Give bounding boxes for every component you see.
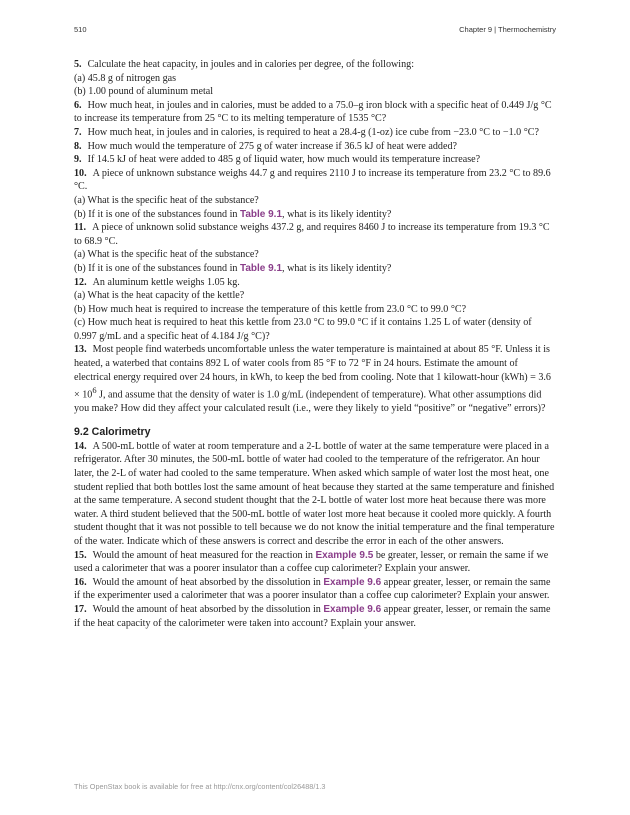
question-text: A piece of unknown solid substance weighs 437.2 g, and requires 8460 J to increase its temperature from 19.3 °C to 68.9 °C. xyxy=(74,222,550,247)
part-text: , what is its likely identity? xyxy=(282,262,392,274)
question-text: Would the amount of heat absorbed by the dissolution in xyxy=(92,603,324,615)
question-11-part-a: (a) What is the specific heat of the substance? xyxy=(74,249,259,261)
question-text: appear greater, lesser, or remain the same if the heat capacity of the calorimeter were taken into account? Explain your answer. xyxy=(74,603,551,629)
question-11-part-b xyxy=(74,262,556,276)
question-number: 5. xyxy=(74,59,82,70)
question-15 xyxy=(74,549,556,576)
question-10-part-b xyxy=(74,208,556,222)
question-text: appear greater, lesser, or remain the same if the experimenter used a calorimeter that was a poorer insulator than a coffee cup calorimeter? Explain your answer. xyxy=(74,576,551,602)
page-number: 510 xyxy=(74,25,87,34)
question-5 xyxy=(74,58,556,72)
question-number: 17. xyxy=(74,603,87,615)
part-text: (b) If it is one of the substances found in xyxy=(74,208,240,220)
question-number: 8. xyxy=(74,140,82,152)
table-9-1-link[interactable]: Table 9.1 xyxy=(239,262,283,274)
question-number: 13. xyxy=(74,344,87,356)
question-7 xyxy=(74,126,556,140)
question-12 xyxy=(74,276,556,290)
question-text: J, and assume that the density of water is 1.0 g/mL (independent of temperature). What other assumptions did you make? How did they affect your calculated result (i.e., were they likely to yield “positive” or “negative” errors)? xyxy=(74,389,546,415)
question-17 xyxy=(74,603,556,630)
question-number: 14. xyxy=(74,440,87,452)
question-text: Most people find waterbeds uncomfortable unless the water temperature is maintained at about 85 °F. Unless it is heated, a waterbed that contains 892 L of water cools from 85 °F to 72 °F in 24 hours. Estimate the amount of electrical energy required over 24 hours, in kWh, to keep the bed from cooling. Note that 1 kilowatt-hour (kWh) = 3.6 × 10 xyxy=(74,344,551,401)
question-6 xyxy=(74,99,556,126)
question-12-part-b: (b) How much heat is required to increase the temperature of this kettle from 23.0 °C to 99.0 °C? xyxy=(74,303,467,315)
question-10 xyxy=(74,167,556,194)
exercise-list xyxy=(74,58,556,630)
question-number: 6. xyxy=(74,99,82,111)
question-text: be greater, lesser, or remain the same if we used a calorimeter that was a poorer insulator than a coffee cup calorimeter? Explain your answer. xyxy=(74,549,549,575)
question-text: How much heat, in joules and in calories, is required to heat a 28.4-g (1-oz) ice cube from −23.0 °C to −1.0 °C? xyxy=(87,126,539,138)
question-number: 9. xyxy=(74,154,82,166)
question-8 xyxy=(74,140,556,154)
question-12-part-a: (a) What is the heat capacity of the kettle? xyxy=(74,290,245,302)
question-9 xyxy=(74,153,556,167)
example-9-5-link[interactable]: Example 9.5 xyxy=(315,549,374,561)
exponent: 6 xyxy=(92,386,97,396)
question-number: 11. xyxy=(74,222,87,234)
table-9-1-link[interactable]: Table 9.1 xyxy=(239,208,283,220)
question-16 xyxy=(74,576,556,603)
question-5-part-a: (a) 45.8 g of nitrogen gas xyxy=(74,72,177,84)
question-text: Would the amount of heat measured for the reaction in xyxy=(92,549,316,561)
question-text: An aluminum kettle weighs 1.05 kg. xyxy=(92,276,240,288)
question-text: How much would the temperature of 275 g of water increase if 36.5 kJ of heat were added? xyxy=(87,140,457,152)
question-number: 10. xyxy=(74,167,87,179)
question-number: 7. xyxy=(74,126,82,138)
question-text: Calculate the heat capacity, in joules and in calories per degree, of the following: xyxy=(87,59,415,70)
question-11 xyxy=(74,221,556,248)
part-text: , what is its likely identity? xyxy=(282,208,392,220)
part-text: (b) If it is one of the substances found in xyxy=(74,262,240,274)
question-number: 15. xyxy=(74,549,87,561)
question-14 xyxy=(74,440,556,549)
question-number: 12. xyxy=(74,276,87,288)
example-9-6-link[interactable]: Example 9.6 xyxy=(323,603,382,615)
question-12-part-c: (c) How much heat is required to heat this kettle from 23.0 °C to 99.0 °C if it contains 1.25 L of water (density of 0.997 g/mL and a specific heat of 4.184 J/g °C)? xyxy=(74,317,532,342)
chapter-title: Chapter 9 | Thermochemistry xyxy=(459,25,556,34)
question-10-part-a: (a) What is the specific heat of the substance? xyxy=(74,194,259,206)
page-footer: This OpenStax book is available for free at http://cnx.org/content/col26488/1.3 xyxy=(74,782,326,791)
question-5-part-b: (b) 1.00 pound of aluminum metal xyxy=(74,86,214,98)
question-text: Would the amount of heat absorbed by the dissolution in xyxy=(92,576,324,588)
section-heading: 9.2 Calorimetry xyxy=(74,425,151,438)
question-text: How much heat, in joules and in calories, must be added to a 75.0–g iron block with a specific heat of 0.449 J/g °C to increase its temperature from 25 °C to its melting temperature of 1535 °C? xyxy=(74,99,552,125)
question-text: If 14.5 kJ of heat were added to 485 g of liquid water, how much would its temperature increase? xyxy=(87,154,481,166)
example-9-6-link[interactable]: Example 9.6 xyxy=(323,576,382,588)
question-text: A piece of unknown substance weighs 44.7 g and requires 2110 J to increase its temperature from 23.2 °C to 89.6 °C. xyxy=(74,167,551,193)
question-text: A 500-mL bottle of water at room temperature and a 2-L bottle of water at the same temperature were placed in a refrigerator. After 30 minutes, the 500-mL bottle of water had cooled to the temperature of the refrigerator. An hour later, the 2-L of water had cooled to the same temperature. When asked which sample of water lost the most heat, one student replied that both bottles lost the same amount of heat because they started at the same temperature and finished at the same temperature. A second student thought that the 2-L bottle of water lost more heat because there was more water. A third student believed that the 500-mL bottle of water lost more heat because it cooled more quickly. A fourth student thought that it was not possible to tell because we do not know the initial temperature and the final temperature of the water. Indicate which of these answers is correct and describe the error in each of the other answers. xyxy=(74,440,555,547)
question-number: 16. xyxy=(74,576,87,588)
question-13 xyxy=(74,343,556,415)
